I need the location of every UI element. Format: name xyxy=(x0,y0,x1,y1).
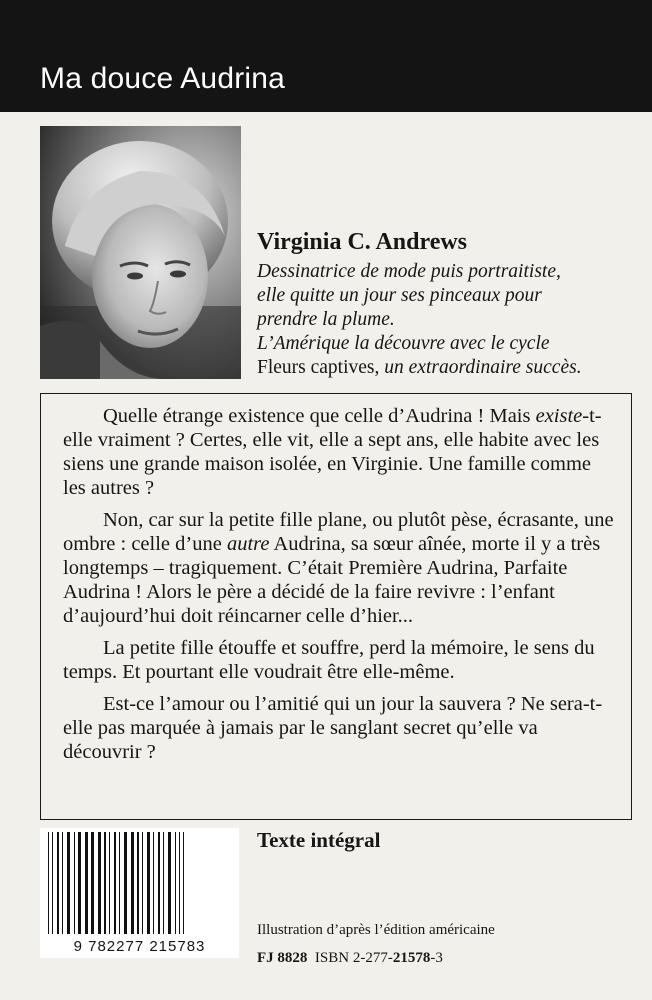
barcode-bar xyxy=(78,832,81,934)
series-title: Fleurs captives, xyxy=(257,357,380,378)
barcode-bar xyxy=(137,832,139,934)
barcode-bar xyxy=(52,832,53,934)
author-name: Virginia C. Andrews xyxy=(257,229,468,255)
illustration-credit: Illustration d’après l’édition américaine xyxy=(257,922,495,938)
barcode-bar xyxy=(114,832,116,934)
bio-line: elle quitte un jour ses pinceaux pour xyxy=(257,285,542,306)
barcode-bar xyxy=(62,832,63,934)
isbn-prefix: ISBN 2-277- xyxy=(314,950,393,966)
barcode-bar xyxy=(175,832,176,934)
barcode-bar xyxy=(183,832,184,934)
book-title: Ma douce Audrina xyxy=(40,62,286,95)
barcode-bar xyxy=(147,832,150,934)
synopsis-box xyxy=(40,393,632,820)
barcode-bar xyxy=(124,832,127,934)
barcode-bar xyxy=(168,832,171,934)
synopsis-paragraph-1: Quelle étrange existence que celle d’Audrina ! Mais existe-t-elle vraiment ? Certes, elle vit, elle a sept ans, elle habite avec les siens une grande maison isolée, en Virginie. Une famille comme les autres ? xyxy=(63,405,602,499)
barcode-bar xyxy=(85,832,88,934)
barcode-bar xyxy=(67,832,70,934)
synopsis-paragraph-2: Non, car sur la petite fille plane, ou plutôt pèse, écrasante, une ombre : celle d’une autre Audrina, sa sœur aînée, morte il y a très longtemps – tragiquement. C’était Première Audrina, Parfaite Audrina ! Alors le père a décidé de la faire revivre : l’enfant d’aujourd’hui doit réincarner celle d’hier... xyxy=(63,509,614,627)
barcode-bar xyxy=(158,832,160,934)
isbn-bold: 21578 xyxy=(392,950,431,966)
barcode-bars xyxy=(40,828,239,936)
barcode-bar xyxy=(48,832,49,934)
bio-line: un extraordinaire succès. xyxy=(379,357,582,378)
barcode-bar xyxy=(163,832,164,934)
barcode-bar xyxy=(109,832,110,934)
catalog-line xyxy=(257,950,443,967)
barcode-bar xyxy=(153,832,154,934)
barcode-bar xyxy=(74,832,75,934)
bio-line: L’Amérique la découvre avec le cycle xyxy=(257,333,550,354)
barcode-bar xyxy=(142,832,143,934)
bio-line: prendre la plume. xyxy=(257,309,395,330)
barcode-number: 9 782277 215783 xyxy=(40,936,239,958)
barcode-bar xyxy=(179,832,180,934)
author-bio xyxy=(257,260,637,380)
synopsis-paragraph-3: La petite fille étouffe et souffre, perd la mémoire, le sens du temps. Et pourtant elle voudrait être elle-même. xyxy=(63,637,595,683)
author-block xyxy=(257,228,637,380)
barcode-bar xyxy=(98,832,101,934)
edition-label: Texte intégral xyxy=(257,828,381,852)
isbn-suffix: -3 xyxy=(430,950,443,966)
author-photo xyxy=(40,126,241,379)
barcode-bar xyxy=(131,832,134,934)
barcode-bar xyxy=(57,832,59,934)
catalog-code: FJ 8828 xyxy=(257,950,308,966)
bio-line: Dessinatrice de mode puis portraitiste, xyxy=(257,261,561,282)
barcode-bar xyxy=(91,832,94,934)
barcode-bar xyxy=(104,832,106,934)
title-banner xyxy=(0,0,652,112)
barcode xyxy=(40,828,239,958)
synopsis-paragraph-4: Est-ce l’amour ou l’amitié qui un jour la sauvera ? Ne sera-t-elle pas marquée à jamais par le sanglant secret qu’elle va découvrir ? xyxy=(63,693,603,763)
barcode-bar xyxy=(119,832,120,934)
